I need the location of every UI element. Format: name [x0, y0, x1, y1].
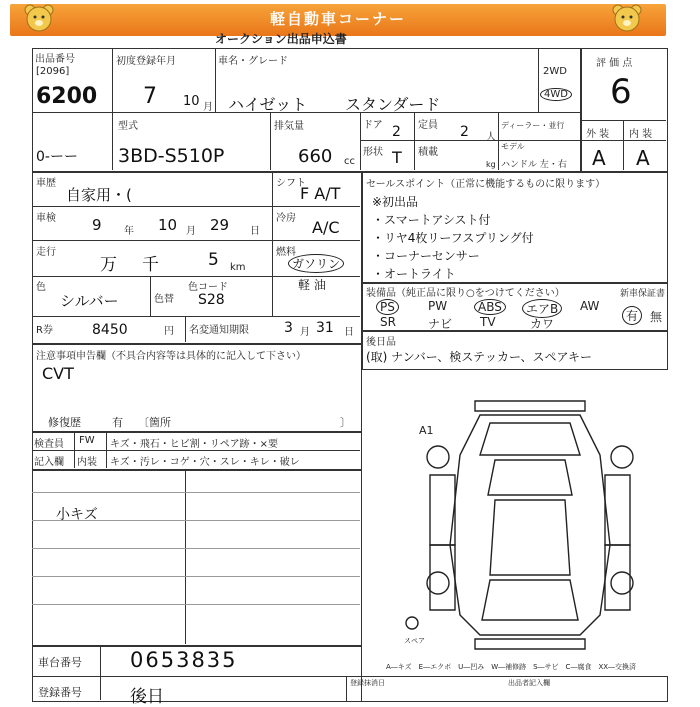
defect-note: 小キズ — [56, 507, 98, 523]
inspector-label: 検査員 — [34, 439, 64, 450]
type-prefix: 0-ーー — [36, 149, 78, 165]
car-damage-diagram — [400, 395, 660, 655]
color-code-label: 色コード — [188, 282, 228, 293]
score-value: 6 — [610, 72, 632, 112]
equip-aw: AW — [580, 299, 600, 313]
capacity-label: 定員 — [418, 120, 438, 131]
color-value: シルバー — [60, 292, 119, 310]
chassis-label: 車台番号 — [38, 656, 82, 669]
mileage-label: 走行 — [36, 247, 56, 258]
mileage-unit: km — [230, 262, 246, 273]
color-label: 色 — [36, 282, 46, 293]
model-name: ハイゼット — [228, 95, 308, 114]
first-reg-year: 7 — [143, 84, 157, 109]
drive-4wd: 4WD — [540, 88, 572, 101]
warranty-no: 無 — [650, 310, 663, 324]
shape-label: 形状 — [363, 147, 383, 158]
equip-airbag: エアB — [522, 299, 562, 318]
spare-label: スペア — [404, 637, 425, 645]
form-subtitle: オークション出品申込書 — [215, 32, 347, 46]
model-label: 車名・グレード — [218, 56, 288, 67]
equipment-label: 装備品（純正品に限り○をつけてください） — [366, 288, 565, 299]
sales-point-item: ※初出品 — [372, 195, 419, 209]
notes-label: 注意事項申告欄（不具合内容等は具体的に記入して下さい） — [36, 351, 306, 362]
reg-note-2: 出品者記入欄 — [508, 679, 550, 687]
equip-tv: TV — [480, 315, 496, 329]
doors-label: ドア — [363, 120, 383, 131]
ext-label: 外 装 — [586, 129, 610, 140]
drive-2wd: 2WD — [543, 66, 567, 77]
notes-value: CVT — [42, 364, 74, 383]
banner-title: 軽自動車コーナー — [269, 10, 406, 28]
diagram-mark: A1 — [419, 424, 434, 437]
ext-score: A — [592, 146, 606, 170]
new-warranty-label: 新車保証書 — [620, 289, 666, 299]
fuel-sub: 軽 油 — [298, 278, 326, 292]
fuel-label: 燃料 — [276, 247, 296, 258]
tax-day: 31 — [316, 320, 334, 336]
chassis-value: 0653835 — [130, 648, 238, 672]
inspector-fw: FW — [79, 435, 95, 446]
inspection-year: 9 — [92, 216, 102, 234]
load-unit: kg — [486, 160, 496, 169]
repair-label: 修復歴 — [48, 416, 81, 429]
model-grade: スタンダード — [345, 95, 441, 114]
accessories-value: (取) ナンバー、検ステッカー、スペアキー — [366, 350, 593, 364]
lot-number: 6200 — [36, 84, 98, 109]
equip-navi: ナビ — [428, 317, 453, 331]
inspector-interior: 内装 — [77, 457, 97, 468]
sales-points-label: セールスポイント（正常に機能するものに限ります） — [366, 179, 606, 190]
registration-label: 登録番号 — [38, 686, 82, 699]
aircon-value: A/C — [312, 218, 340, 237]
shape-value: T — [392, 148, 402, 167]
remarks-box — [32, 470, 362, 646]
registration-value: 後日 — [130, 687, 164, 707]
inspection-year-unit: 年 — [124, 226, 134, 237]
repair-location-label: 〔箇所 — [138, 416, 171, 429]
mileage-value: 5 — [208, 250, 219, 270]
engine-unit: cc — [344, 156, 355, 167]
load-label: 積載 — [418, 147, 438, 158]
equip-pw: PW — [428, 299, 448, 313]
color-change-label: 色替 — [154, 294, 174, 305]
capacity-value: 2 — [460, 124, 469, 140]
mileage-sen: 千 — [142, 255, 159, 275]
bear-mascot-icon — [22, 2, 56, 34]
usage-value: 自家用・( — [66, 186, 132, 204]
first-reg-month-unit: 月 — [203, 102, 213, 113]
inspection-label: 車検 — [36, 213, 56, 224]
model-year-label: モデル — [501, 142, 525, 151]
shift-value: F A/T — [300, 184, 341, 203]
sales-point-item: ・オートライト — [372, 267, 456, 281]
inspector-int-items: キズ・汚レ・コゲ・穴・スレ・キレ・破レ — [110, 457, 300, 468]
lot-code: [2096] — [36, 66, 70, 77]
diagram-legend: A―キズ E―エクボ U―凹み W―補修跡 S―サビ C―腐食 XX―交換済 — [386, 663, 637, 671]
equip-sr: SR — [380, 315, 396, 329]
int-label: 内 装 — [629, 129, 653, 140]
inspection-month: 10 — [158, 216, 178, 234]
engine-value: 660 — [298, 146, 333, 167]
registration-note-box — [346, 676, 668, 702]
usage-label: 車歴 — [36, 178, 56, 189]
bear-mascot-icon — [610, 2, 644, 34]
dealer-label: ディーラー・並行 — [501, 121, 565, 130]
inspection-day-unit: 日 — [250, 226, 260, 237]
first-reg-label: 初度登録年月 — [116, 56, 176, 67]
accessories-label: 後日品 — [366, 337, 396, 348]
recycle-label: R券 — [36, 325, 53, 336]
engine-label: 排気量 — [274, 121, 304, 132]
warranty-yes: 有 — [622, 306, 642, 325]
aircon-label: 冷房 — [276, 213, 296, 224]
int-score: A — [636, 146, 650, 170]
mileage-man: 万 — [100, 255, 117, 275]
first-reg-month: 10 — [183, 94, 200, 109]
inspector-fw-items: キズ・飛石・ヒビ割・リペア跡・×要 — [110, 439, 278, 450]
color-code: S28 — [198, 292, 225, 308]
inspection-day: 29 — [210, 216, 230, 234]
equip-abs: ABS — [474, 299, 506, 315]
tax-month-unit: 月 — [300, 327, 310, 338]
shift-label: シフト — [276, 178, 306, 189]
equip-ps: PS — [376, 299, 399, 315]
sales-point-item: ・リヤ4枚リーフスプリング付 — [372, 231, 534, 245]
recycle-value: 8450 — [92, 322, 128, 338]
lot-label: 出品番号 — [35, 54, 75, 65]
doors-value: 2 — [392, 124, 401, 140]
repair-location-end: 〕 — [340, 416, 351, 429]
tax-label: 名変通知期限 — [189, 325, 249, 336]
fuel-value: ガソリン — [288, 254, 344, 273]
handle-label: ハンドル 左・右 — [501, 160, 567, 170]
sales-point-item: ・コーナーセンサー — [372, 249, 480, 263]
reg-note-1: 登録抹消日 — [350, 679, 385, 687]
type-value: 3BD-S510P — [118, 145, 225, 167]
repair-value: 有 — [112, 416, 123, 429]
capacity-unit: 人 — [486, 132, 496, 143]
type-label: 型式 — [118, 121, 138, 132]
inspection-month-unit: 月 — [186, 226, 196, 237]
recycle-unit: 円 — [164, 326, 174, 337]
tax-day-unit: 日 — [344, 327, 354, 338]
sales-point-item: ・スマートアシスト付 — [372, 213, 491, 227]
tax-month: 3 — [284, 320, 293, 336]
entry-label: 記入欄 — [34, 457, 64, 468]
score-label: 評 価 点 — [596, 58, 633, 69]
equip-leather: カワ — [530, 317, 555, 331]
